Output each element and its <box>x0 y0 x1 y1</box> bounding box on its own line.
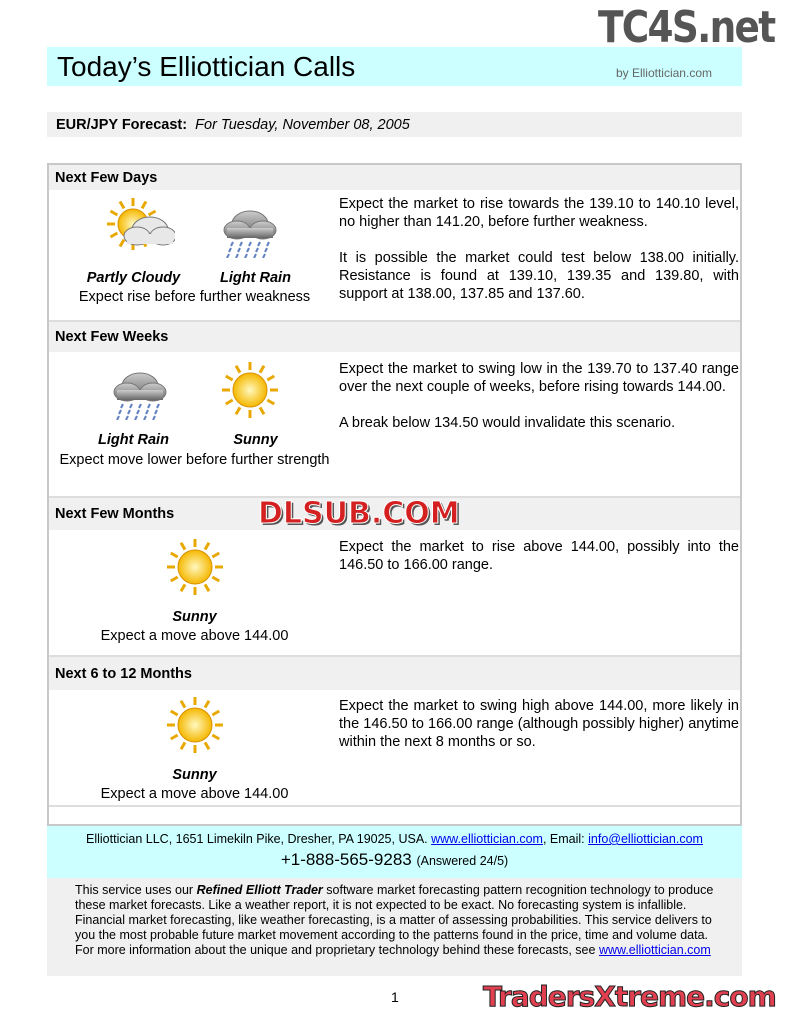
sunny-icon <box>215 360 285 420</box>
paragraph: Expect the market to swing high above 144.00, more likely in the 146.50 to 166.00 range (although possibly higher) anytime within the next 8 months or so. <box>339 698 739 750</box>
section-text <box>339 195 739 321</box>
condition-label: Sunny <box>172 767 217 783</box>
contact-footer <box>47 826 742 878</box>
section-heading: Next Few Weeks <box>49 320 740 352</box>
sunny-icon <box>160 695 230 755</box>
page-title: Today’s Elliottician Calls <box>57 51 356 82</box>
website-link[interactable]: www.elliottician.com <box>431 832 543 846</box>
phone-number: +1-888-565-9283 <box>280 850 412 869</box>
watermark-tradersxtreme: TradersXtreme.com <box>483 980 776 1013</box>
section-summary: Expect move lower before further strength <box>59 452 330 468</box>
disclaimer-link[interactable]: www.elliottician.com <box>598 943 711 957</box>
email-link[interactable]: info@elliottician.com <box>588 832 703 846</box>
condition-label: Light Rain <box>98 432 169 448</box>
watermark-dlsub: DLSUB.COM <box>258 496 460 531</box>
section-text <box>339 360 739 450</box>
paragraph: A break below 134.50 would invalidate this scenario. <box>339 415 676 431</box>
paragraph: It is possible the market could test below 138.00 initially. Resistance is found at 139.10, 139.35 and 139.80, with support at 138.00, 137.85 and 137.60. <box>339 250 739 302</box>
forecast-table <box>47 163 742 826</box>
paragraph: Expect the market to swing low in the 139.70 to 137.40 range over the next couple of weeks, before rising towards 144.00. <box>339 361 739 395</box>
section-heading: Next 6 to 12 Months <box>49 655 740 690</box>
section-text <box>339 538 739 592</box>
watermark-tc4s: TC4S.net <box>598 2 775 53</box>
condition-label: Sunny <box>172 609 217 625</box>
section-left <box>52 198 337 305</box>
condition-label: Light Rain <box>220 270 291 286</box>
light-rain-icon <box>215 198 285 258</box>
paragraph: Expect the market to rise towards the 139.10 to 140.10 level, no higher than 141.20, before further weakness. <box>339 196 739 230</box>
light-rain-icon <box>105 360 175 420</box>
product-name: Refined Elliott Trader <box>196 883 323 897</box>
byline: by Elliottician.com <box>615 66 712 80</box>
divider <box>49 805 740 807</box>
address: Elliottician LLC, 1651 Limekiln Pike, Dresher, PA 19025, USA. <box>86 832 428 846</box>
paragraph: Expect the market to rise above 144.00, possibly into the 146.50 to 166.00 range. <box>339 539 739 573</box>
section-left <box>52 360 337 469</box>
section-heading: Next Few Days <box>49 165 740 190</box>
forecast-date: For Tuesday, November 08, 2005 <box>195 117 410 133</box>
section-left <box>52 537 337 644</box>
section-heading: Next Few Months <box>49 496 740 530</box>
disclaimer-text: software market forecasting pattern recognition technology to produce these market forecasts. Like a weather report, it is not expected to be exact. No forecasting system is infallible. Financial market forecasting, like weather forecasting, is a matter of assessing probabilities. This service delivers to you the most probable future market movement according to the patterns found in the price, time and volume data. For more information about the unique and proprietary technology behind these forecasts, see <box>75 883 714 957</box>
sunny-icon <box>160 537 230 597</box>
phone-note: (Answered 24/5) <box>416 854 509 868</box>
section-summary: Expect a move above 144.00 <box>100 628 289 644</box>
section-summary: Expect a move above 144.00 <box>100 786 289 802</box>
disclaimer <box>47 878 742 976</box>
partly-cloudy-icon <box>105 198 175 258</box>
condition-label: Sunny <box>233 432 278 448</box>
email-label: , Email: <box>542 832 585 846</box>
disclaimer-text: This service uses our <box>75 883 194 897</box>
forecast-bar <box>47 112 742 137</box>
page-number: 1 <box>391 989 399 1005</box>
section-text <box>339 697 739 769</box>
section-left <box>52 695 337 802</box>
forecast-label: EUR/JPY Forecast: <box>56 117 188 133</box>
condition-label: Partly Cloudy <box>86 270 181 286</box>
section-summary: Expect rise before further weakness <box>78 289 311 305</box>
